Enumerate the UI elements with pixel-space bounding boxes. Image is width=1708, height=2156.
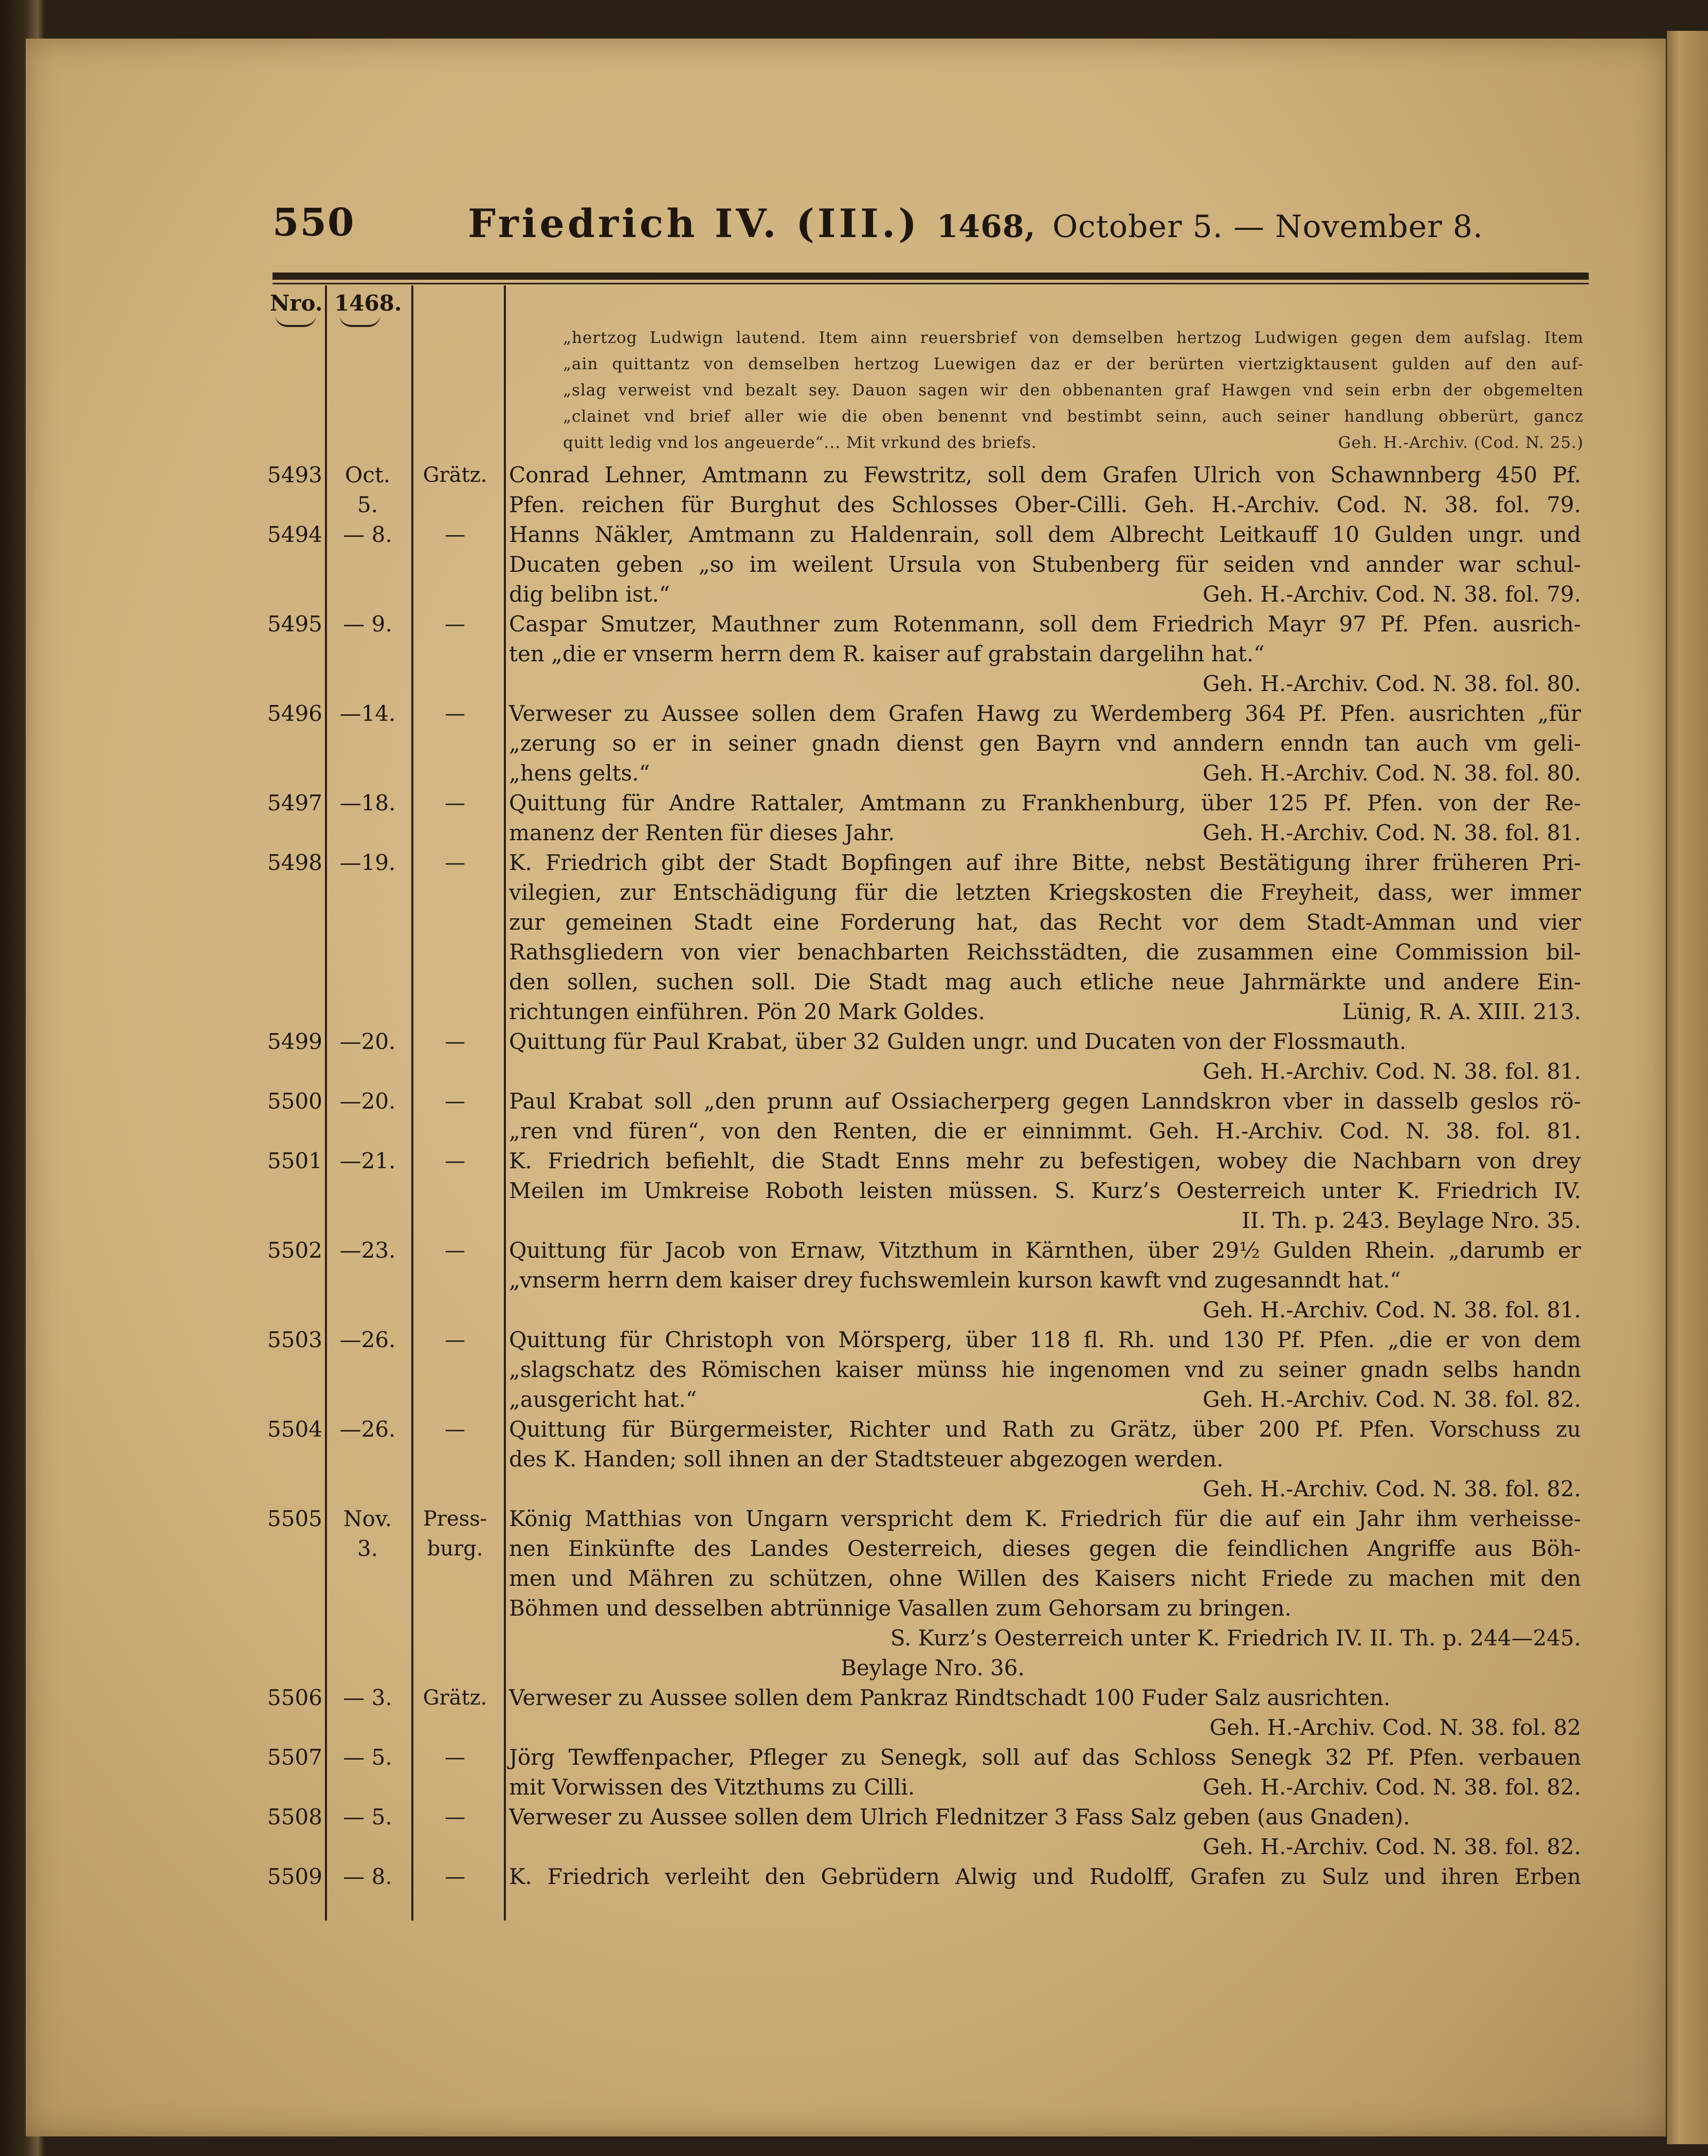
register-entry: [0, 1027, 1708, 1086]
entry-place-line: —: [445, 851, 465, 875]
entry-text: [509, 788, 1581, 848]
title-year: 1468,: [936, 209, 1036, 245]
entry-reference: Lünig, R. A. XIII. 213.: [1342, 999, 1581, 1024]
header-rule: [272, 273, 1589, 280]
entry-number: 5501: [267, 1148, 322, 1173]
register-entry: [0, 1683, 1708, 1743]
entry-line: den sollen, suchen soll. Die Stadt mag auch etliche neue Jahrmärkte und andere Ein-: [509, 969, 1581, 994]
entry-line: [509, 818, 1581, 848]
entry-text: [509, 1743, 1581, 1802]
register-entry: [0, 788, 1708, 848]
entry-line: [509, 579, 1581, 609]
entry-date-line: — 8.: [343, 522, 392, 547]
entry-place: [411, 1415, 499, 1444]
entry-line: König Matthias von Ungarn verspricht dem K. Friedrich für die auf ein Jahr ihm verheisse-: [509, 1506, 1581, 1531]
entry-place-line: —: [445, 1149, 465, 1173]
entry-reference: Geh. H.-Archiv. Cod. N. 38. fol. 82.: [1203, 1387, 1581, 1412]
quote-text: quitt ledig vnd los angeuerde“... Mit vrkund des briefs.: [563, 433, 1037, 452]
title-dates: October 5. — November 8.: [1052, 209, 1483, 245]
entry-line: K. Friedrich befiehlt, die Stadt Enns mehr zu befestigen, wobey die Nachbarn von drey: [509, 1148, 1581, 1173]
entry-place-line: —: [445, 1239, 465, 1262]
entry-line: „zerung so er in seiner gnadn dienst gen Bayrn vnd anndern enndn tan auch vm geli-: [509, 731, 1581, 756]
entry-date-line: — 3.: [343, 1685, 392, 1710]
entry-line: Quittung für Andre Rattaler, Amtmann zu Frankhenburg, über 125 Pf. Pfen. von der Re-: [509, 790, 1581, 816]
entry-number: 5497: [267, 790, 322, 816]
entry-place: [411, 1862, 499, 1892]
quote-block: [563, 325, 1584, 456]
register-entry: [0, 1086, 1708, 1146]
register-entry: [0, 1862, 1708, 1892]
entry-line: Quittung für Jacob von Ernaw, Vitzthum in Kärnthen, über 29½ Gulden Rhein. „darumb er: [509, 1238, 1581, 1263]
entry-line: Caspar Smutzer, Mauthner zum Rotenmann, soll dem Friedrich Mayr 97 Pf. Pfen. ausrich-: [509, 611, 1581, 637]
entry-place: [411, 1743, 499, 1772]
quote-line: „slag verweist vnd bezalt sey. Dauon sagen wir den obbenanten graf Hawgen vnd sein erbn der obgemelten: [563, 381, 1584, 400]
entry-line: Paul Krabat soll „den prunn auf Ossiacherperg gegen Lanndskron vber in dasselb geslos rö-: [509, 1089, 1581, 1114]
register-entry: [0, 1146, 1708, 1236]
page-header: [272, 201, 1589, 257]
entry-place: [411, 1146, 499, 1176]
entry-reference: Geh. H.-Archiv. Cod. N. 38. fol. 79.: [1203, 582, 1581, 607]
entry-text: [509, 1683, 1581, 1743]
entry-date: [329, 609, 406, 639]
entry-number: 5509: [267, 1864, 322, 1889]
entry-date: [329, 1862, 406, 1892]
entry-line: vilegien, zur Entschädigung für die letzten Kriegskosten die Freyheit, dass, wer immer: [509, 880, 1581, 905]
entry-place-line: —: [445, 1030, 465, 1054]
entry-date: [329, 848, 406, 878]
entry-date-line: —14.: [339, 701, 396, 726]
entry-reference: Geh. H.-Archiv. Cod. N. 38. fol. 82.: [1203, 1774, 1581, 1800]
entry-date-line: Nov.: [343, 1506, 392, 1531]
column-brace-nr: [275, 315, 316, 327]
entry-place: [411, 1504, 499, 1564]
entry-line: „vnserm herrn dem kaiser drey fuchswemlein kurson kawft vnd zugesanndt hat.“: [509, 1267, 1401, 1293]
entry-place-line: —: [445, 1328, 465, 1352]
entry-line: Böhmen und desselben abtrünnige Vasallen zum Gehorsam zu bringen.: [509, 1596, 1292, 1621]
register-entry: [0, 1236, 1708, 1325]
column-header-year: 1468.: [334, 291, 402, 316]
entry-text: [509, 1802, 1581, 1862]
entry-text: [509, 1325, 1581, 1415]
entry-date: [329, 1325, 406, 1355]
entry-text: [509, 1504, 1581, 1683]
entry-date-line: —20.: [339, 1089, 396, 1114]
register-entry: [0, 1325, 1708, 1415]
entry-line: Jörg Tewffenpacher, Pfleger zu Senegk, soll auf das Schloss Senegk 32 Pf. Pfen. verbauen: [509, 1745, 1581, 1770]
entry-line: Conrad Lehner, Amtmann zu Fewstritz, soll dem Grafen Ulrich von Schawnnberg 450 Pf.: [509, 462, 1581, 487]
entry-date: [329, 699, 406, 729]
entry-line: ten „die er vnserm herrn dem R. kaiser auf grabstain dargelihn hat.“: [509, 641, 1265, 666]
entry-line: [509, 997, 1581, 1027]
entry-place-line: Press-: [423, 1507, 487, 1531]
entry-place-line: Grätz.: [423, 463, 487, 487]
entry-line-text: dig belibn ist.“: [509, 582, 670, 607]
entry-place-line: —: [445, 702, 465, 726]
entry-line: „slagschatz des Römischen kaiser münss hie ingenomen vnd zu seiner gnadn selbs handn: [509, 1357, 1581, 1382]
entry-place: [411, 1027, 499, 1057]
quote-reference: Geh. H.-Archiv. (Cod. N. 25.): [1338, 433, 1584, 452]
entry-number: 5493: [267, 462, 322, 487]
title: Friedrich IV. (III.): [468, 201, 920, 246]
register-entry: [0, 1504, 1708, 1683]
register-entry: [0, 699, 1708, 788]
entry-reference: Geh. H.-Archiv. Cod. N. 38. fol. 81.: [1203, 1297, 1581, 1322]
entry-line: Quittung für Christoph von Mörsperg, über 118 fl. Rh. und 130 Pf. Pfen. „die er von dem: [509, 1327, 1581, 1352]
entry-text: [509, 460, 1581, 520]
register-entry: [0, 1415, 1708, 1504]
entry-number: 5504: [267, 1417, 322, 1442]
register-entry: [0, 1802, 1708, 1862]
quote-line: „hertzog Ludwign lautend. Item ainn reuersbrief von demselben hertzog Ludwigen gegen dem aufslag. Item: [563, 329, 1584, 347]
entry-date-line: —23.: [339, 1238, 396, 1263]
entry-date: [329, 788, 406, 818]
entry-line: zur gemeinen Stadt eine Forderung hat, das Recht vor dem Stadt-Amman und vier: [509, 910, 1581, 935]
entry-line: Pfen. reichen für Burghut des Schlosses Ober-Cilli. Geh. H.-Archiv. Cod. N. 38. fol. 79.: [509, 492, 1581, 517]
entry-text: [509, 1146, 1581, 1236]
entry-place-line: —: [445, 1418, 465, 1441]
entry-reference: Geh. H.-Archiv. Cod. N. 38. fol. 82: [1209, 1715, 1581, 1740]
entry-number: 5507: [267, 1745, 322, 1770]
entry-line: Quittung für Bürgermeister, Richter und Rath zu Grätz, über 200 Pf. Pfen. Vorschuss zu: [509, 1417, 1581, 1442]
entry-text: [509, 1236, 1581, 1325]
entry-line-text: „hens gelts.“: [509, 760, 650, 786]
entry-text: [509, 1415, 1581, 1504]
entry-line: men und Mähren zu schützen, ohne Willen des Kaisers nicht Friede zu machen mit den: [509, 1566, 1581, 1591]
entry-date: [329, 1743, 406, 1772]
entry-line: nen Einkünfte des Landes Oesterreich, dieses gegen die feindlichen Angriffe aus Böh-: [509, 1536, 1581, 1561]
entry-text: [509, 520, 1581, 609]
entry-place: [411, 1683, 499, 1713]
register-entry: [0, 520, 1708, 609]
page-number: 550: [272, 201, 355, 245]
entry-date: [329, 1027, 406, 1057]
entry-reference: Geh. H.-Archiv. Cod. N. 38. fol. 82.: [1203, 1834, 1581, 1859]
entry-date-line: Oct.: [344, 462, 391, 487]
entry-date-line: —19.: [339, 850, 396, 875]
entry-date-line: —26.: [339, 1327, 396, 1352]
entry-reference: II. Th. p. 243. Beylage Nro. 35.: [1242, 1208, 1581, 1233]
entry-date: [329, 460, 406, 520]
entry-number: 5495: [267, 611, 322, 637]
entry-date: [329, 1802, 406, 1832]
entry-line: Verweser zu Aussee sollen dem Grafen Hawg zu Werdemberg 364 Pf. Pfen. ausrichten „für: [509, 701, 1581, 726]
quote-line: „ain quittantz von demselben hertzog Luewigen daz er der berürten viertzigktausent gulden auf den auf-: [563, 355, 1584, 373]
entry-date: [329, 1683, 406, 1713]
entry-line-text: mit Vorwissen des Vitzthums zu Cilli.: [509, 1774, 915, 1800]
entry-date-line: 5.: [357, 492, 378, 517]
entry-text: [509, 848, 1581, 1027]
entry-place-line: —: [445, 1805, 465, 1829]
entry-date-line: — 5.: [343, 1804, 392, 1829]
entry-reference: Geh. H.-Archiv. Cod. N. 38. fol. 81.: [1203, 1059, 1581, 1084]
entry-line-text: „ausgericht hat.“: [509, 1387, 697, 1412]
entry-number: 5503: [267, 1327, 322, 1352]
entry-date-line: —18.: [339, 790, 396, 816]
entry-place: [411, 460, 499, 490]
entry-line: Quittung für Paul Krabat, über 32 Gulden ungr. und Ducaten von der Flossmauth.: [509, 1029, 1407, 1054]
entry-number: 5499: [267, 1029, 322, 1054]
entry-date: [329, 1146, 406, 1176]
entry-number: 5508: [267, 1804, 322, 1829]
entry-place: [411, 788, 499, 818]
entry-text: [509, 609, 1581, 699]
entry-number: 5506: [267, 1685, 322, 1710]
entry-place-line: —: [445, 1746, 465, 1769]
entry-line-text: manenz der Renten für dieses Jahr.: [509, 820, 895, 845]
entry-place-line: —: [445, 791, 465, 815]
entry-place-line: burg.: [427, 1537, 483, 1561]
entry-date: [329, 520, 406, 550]
entry-place-line: —: [445, 612, 465, 636]
entry-date-line: — 9.: [343, 611, 392, 637]
entry-number: 5498: [267, 850, 322, 875]
entry-text: [509, 1862, 1581, 1892]
quote-line: [563, 430, 1584, 456]
entry-date-line: —20.: [339, 1029, 396, 1054]
entry-place: [411, 609, 499, 639]
entry-line: Ducaten geben „so im weilent Ursula von Stubenberg für seiden vnd annder war schul-: [509, 552, 1581, 577]
entry-line: [509, 1385, 1581, 1415]
entry-line: K. Friedrich gibt der Stadt Bopfingen auf ihre Bitte, nebst Bestätigung ihrer früheren Pri-: [509, 850, 1581, 875]
entry-date: [329, 1086, 406, 1116]
entry-number: 5500: [267, 1089, 322, 1114]
entry-line: Rathsgliedern von vier benachbarten Reichsstädten, die zusammen eine Commission bil-: [509, 939, 1581, 965]
entry-place: [411, 1236, 499, 1265]
entry-reference: Geh. H.-Archiv. Cod. N. 38. fol. 80.: [1203, 671, 1581, 696]
entry-number: 5505: [267, 1506, 322, 1531]
running-title: [468, 201, 1483, 246]
entry-place: [411, 699, 499, 729]
entry-line: „ren vnd füren“, von den Renten, die er einnimmt. Geh. H.-Archiv. Cod. N. 38. fol. 81.: [509, 1118, 1581, 1144]
entry-date-line: — 8.: [343, 1864, 392, 1889]
entry-place-line: —: [445, 523, 465, 547]
entry-number: 5496: [267, 701, 322, 726]
entry-place-line: —: [445, 1090, 465, 1113]
entry-place: [411, 520, 499, 550]
entry-date-line: —26.: [339, 1417, 396, 1442]
entry-reference: Geh. H.-Archiv. Cod. N. 38. fol. 80.: [1203, 760, 1581, 786]
entry-text: [509, 1086, 1581, 1146]
register-entry: [0, 460, 1708, 520]
entry-line-text: richtungen einführen. Pön 20 Mark Goldes.: [509, 999, 985, 1024]
header-rule-thin: [272, 283, 1589, 284]
entry-line: Meilen im Umkreise Roboth leisten müssen. S. Kurz’s Oesterreich unter K. Friedrich IV.: [509, 1178, 1581, 1203]
entry-line: [509, 758, 1581, 788]
entry-line: Verweser zu Aussee sollen dem Ulrich Flednitzer 3 Fass Salz geben (aus Gnaden).: [509, 1804, 1410, 1829]
entry-text: [509, 699, 1581, 788]
entry-date: [329, 1504, 406, 1564]
entry-number: 5502: [267, 1238, 322, 1263]
column-header-nr: Nro.: [270, 291, 323, 316]
entry-line: Hanns Näkler, Amtmann zu Haldenrain, soll dem Albrecht Leitkauff 10 Gulden ungr. und: [509, 522, 1581, 547]
entry-line: K. Friedrich verleiht den Gebrüdern Alwig und Rudolff, Grafen zu Sulz und ihren Erben: [509, 1864, 1581, 1889]
entry-date-line: 3.: [357, 1536, 378, 1561]
entry-place: [411, 848, 499, 878]
entry-line: Beylage Nro. 36.: [841, 1655, 1025, 1680]
entry-reference: S. Kurz’s Oesterreich unter K. Friedrich IV. II. Th. p. 244—245.: [890, 1625, 1581, 1651]
entry-place-line: Grätz.: [423, 1686, 487, 1710]
entry-line: des K. Handen; soll ihnen an der Stadtsteuer abgezogen werden.: [509, 1446, 1224, 1472]
column-brace-year: [339, 315, 380, 327]
register-entry: [0, 609, 1708, 699]
entry-place-line: —: [445, 1865, 465, 1889]
entry-date-line: — 5.: [343, 1745, 392, 1770]
entry-place: [411, 1086, 499, 1116]
entry-line: [509, 1772, 1581, 1802]
entry-place: [411, 1802, 499, 1832]
entry-text: [509, 1027, 1581, 1086]
entry-line: Verweser zu Aussee sollen dem Pankraz Rindtschadt 100 Fuder Salz ausrichten.: [509, 1685, 1391, 1710]
entry-reference: Geh. H.-Archiv. Cod. N. 38. fol. 82.: [1203, 1476, 1581, 1501]
quote-line: „clainet vnd brief aller wie die oben benennt vnd bestimbt seinn, auch seiner handlung obberürt, gancz: [563, 407, 1584, 426]
entry-place: [411, 1325, 499, 1355]
entry-reference: Geh. H.-Archiv. Cod. N. 38. fol. 81.: [1203, 820, 1581, 845]
register-entry: [0, 1743, 1708, 1802]
entry-date: [329, 1236, 406, 1265]
entry-date-line: —21.: [339, 1148, 396, 1173]
entry-number: 5494: [267, 522, 322, 547]
register-entry: [0, 848, 1708, 1027]
entry-date: [329, 1415, 406, 1444]
entries-list: [0, 460, 1708, 1892]
